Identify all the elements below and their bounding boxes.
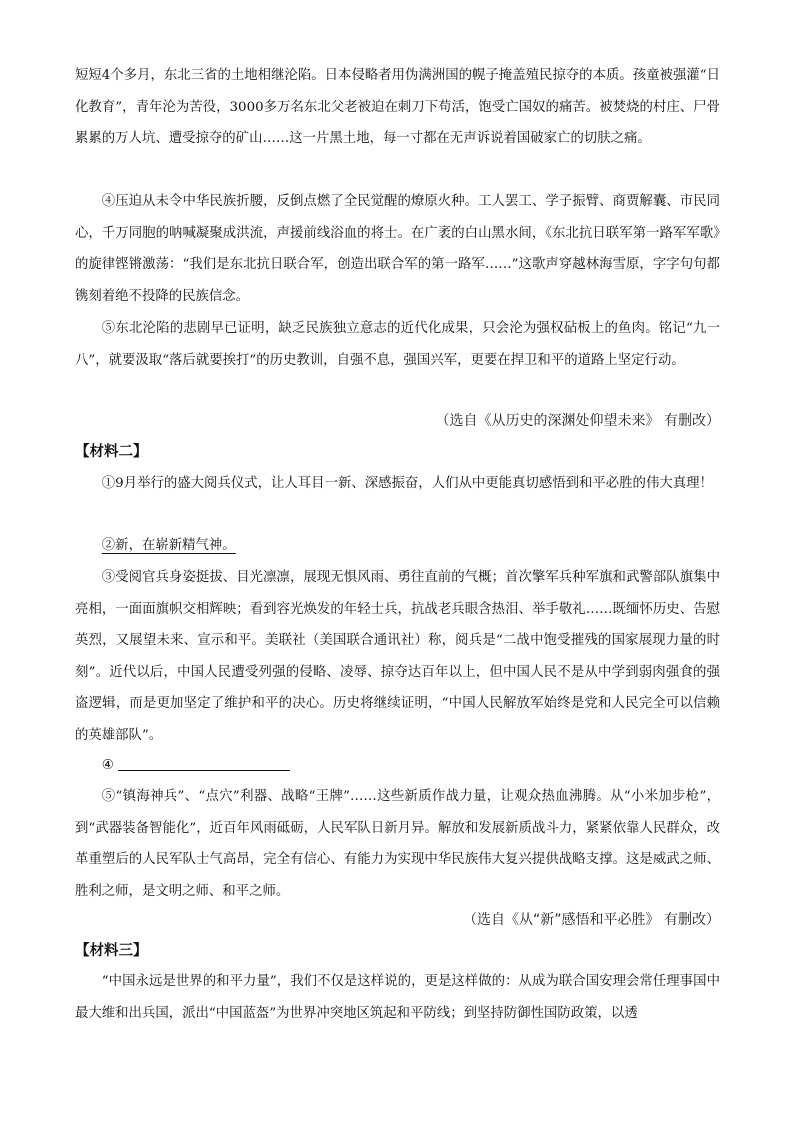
- fill-in-blank: [118, 756, 290, 771]
- material-two-header: 【材料二】: [75, 444, 148, 460]
- material-two-paragraph-5: ⑤“镇海神兵”、“点穴”利器、战略“王牌”……这些新质作战力量，让观众热血沸腾。从“小米加步枪”，到“武器装备智能化”，近百年风雨砥砺，人民军队日新月异。解放和发展新质战斗力，紧紧依靠人民群众，改革重塑后的人民军队士气高昂，完全有信心、有能力为实现中华民族伟大复兴提供战略支撑。这是威武之师、胜利之师，是文明之师、和平之师。: [75, 789, 720, 899]
- material-one-paragraph-4: ④压迫从未令中华民族折腰，反倒点燃了全民觉醒的燎原火种。工人罢工、学子振臂、商贾解囊、市民同心，千万同胞的呐喊凝聚成洪流，声援前线浴血的将士。在广袤的白山黑水间，《东北抗日联军第一路军军歌》的旋律铿锵激荡：“我们是东北抗日联合军，创造出联合军的第一路军……”这歌声穿越林海雪原，字字句句都镌刻着绝不投降的民族信念。: [75, 194, 720, 304]
- paragraph-number: ④: [101, 758, 114, 773]
- material-one-paragraph-3: 短短4个多月，东北三省的土地相继沦陷。日本侵略者用伪满洲国的幌子掩盖殖民掠夺的本质。孩童被强灌“日化教育”，青年沦为苦役，3000多万名东北父老被迫在刺刀下苟活，饱受亡国奴的痛苦。被焚烧的村庄、尸骨累累的万人坑、遭受掠夺的矿山……这一片黑土地，每一寸都在无声诉说着国破家亡的切肤之痛。: [75, 68, 720, 146]
- material-two-paragraph-1: ①9月举行的盛大阅兵仪式，让人耳目一新、深感振奋，人们从中更能真切感悟到和平必胜的伟大真理！: [101, 476, 713, 491]
- material-two-source: （选自《从“新”感悟和平必胜》 有删改）: [463, 912, 720, 928]
- material-two-paragraph-3: ③受阅官兵身姿挺拔、目光凛凛，展现无惧风雨、勇往直前的气概；首次擎军兵种军旗和武警部队旗集中亮相，一面面旗帜交相辉映；看到容光焕发的年轻士兵，抗战老兵眼含热泪、举手敬礼……既缅怀历史、告慰英烈，又展望未来、宣示和平。美联社（美国联合通讯社）称，阅兵是“二战中饱受摧残的国家展现力量的时刻”。近代以后，中国人民遭受列强的侵略、凌辱、掠夺达百年以上，但中国人民不是从中学到弱肉强食的强盗逻辑，而是更加坚定了维护和平的决心。历史将继续证明，“中国人民解放军始终是党和人民完全可以信赖的英雄部队”。: [75, 570, 720, 743]
- material-one-paragraph-5: ⑤东北沦陷的悲剧早已证明，缺乏民族独立意志的近代化成果，只会沦为强权砧板上的鱼肉。铭记“九一八”，就要汲取“落后就要挨打”的历史教训，自强不息，强国兴军，更要在捍卫和平的道路上坚定行动。: [75, 321, 720, 368]
- material-three-paragraph-1: “中国永远是世界的和平力量”，我们不仅是这样说的，更是这样做的：从成为联合国安理会常任理事国中最大维和出兵国，派出“中国蓝盔”为世界冲突地区筑起和平防线；到坚持防御性国防政策，以透: [75, 974, 720, 1021]
- material-two-paragraph-4: [75, 750, 720, 782]
- underlined-sentence: ②新，在崭新精气神。: [101, 538, 236, 553]
- material-three-header: 【材料三】: [75, 943, 148, 959]
- material-two-paragraph-2: [75, 530, 720, 562]
- material-one-source: （选自《从历史的深渊处仰望未来》 有删改）: [435, 413, 720, 429]
